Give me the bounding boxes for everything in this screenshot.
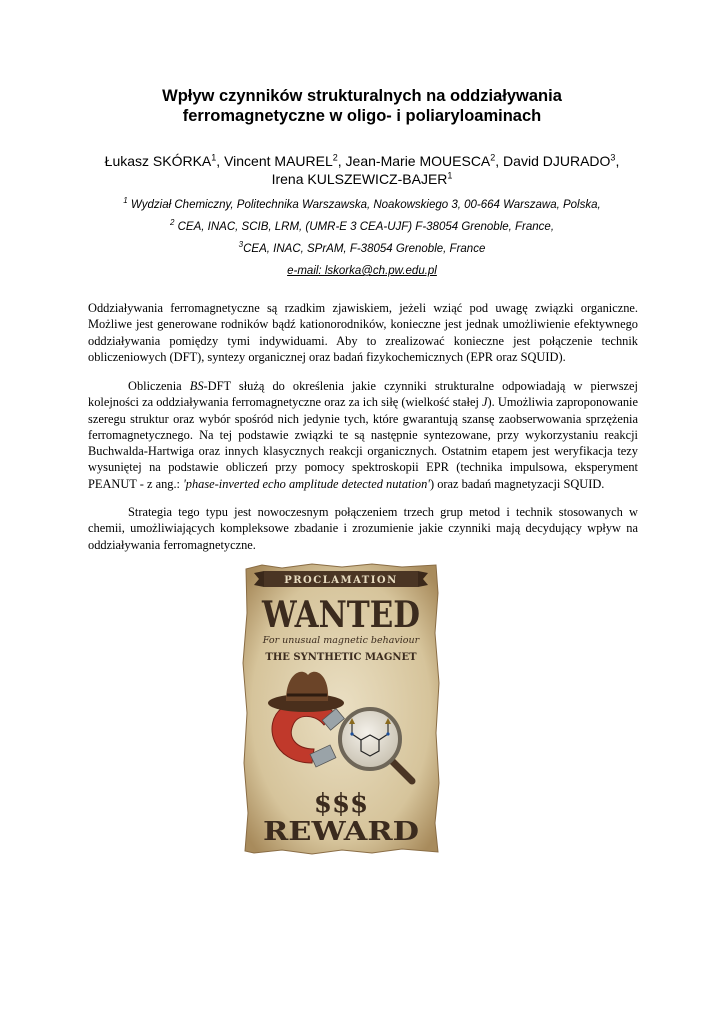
email-link[interactable]: e-mail: lskorka@ch.pw.edu.pl bbox=[287, 265, 437, 277]
paragraph-2 bbox=[88, 378, 638, 492]
money-symbols: $$$ bbox=[313, 789, 369, 819]
wanted-heading: WANTED bbox=[261, 594, 420, 636]
title-line-2: ferromagnetyczne w oligo- i poliaryloaminach bbox=[182, 107, 542, 125]
poster-subtitle: For unusual magnetic behaviour bbox=[262, 635, 420, 646]
affiliation-mark: 1 bbox=[123, 196, 128, 206]
poster-name: THE SYNTHETIC MAGNET bbox=[265, 652, 417, 663]
affiliation-mark: 2 bbox=[169, 218, 175, 228]
text-run: Obliczenia bbox=[128, 379, 190, 393]
author-list bbox=[0, 152, 724, 188]
author-name: Irena KULSZEWICZ-BAJER bbox=[271, 171, 448, 187]
author-name: , Jean-Marie MOUESCA bbox=[337, 153, 491, 169]
paragraph-2-text bbox=[88, 378, 638, 492]
affiliation-text: CEA, INAC, SCIB, LRM, (UMR-E 3 CEA-UJF) F-38054 Grenoble, France, bbox=[174, 221, 555, 233]
text-run: ) oraz badań magnetyzacji SQUID. bbox=[429, 476, 605, 491]
text-run: -DFT służą do określenia jakie czynniki strukturalne odpowiadają w pierwszej kolejności za oddziaływania ferromagnetyczne oraz za ich siłę (wielkość stałej bbox=[88, 379, 638, 410]
author-name: , Vincent MAUREL bbox=[216, 153, 333, 169]
affiliations bbox=[0, 194, 724, 282]
text-run: ). Umożliwia zaproponowanie szeregu struktur oraz wybór spośród nich jedynie tych, które gwarantują szansę zaobserwowania sprzężenia ferromagnetycznego. Na tej podstawie związki te są następnie syntezowane, przy wykorzystaniu reakcji Buchwalda-Hartwiga oraz innych klasycznych reakcji organicznych. Ostatnim etapem jest weryfikacja tezy wysuniętej na podstawie obliczeń przy pomocy spektroskopii EPR (technika impulsowa, eksperyment PEANUT - z ang.: bbox=[88, 395, 638, 491]
affiliation-mark: 3 bbox=[238, 240, 244, 250]
paragraph-3 bbox=[88, 504, 638, 553]
text-run-italic: J bbox=[482, 395, 488, 410]
author-name: , David DJURADO bbox=[495, 153, 611, 169]
email-line bbox=[0, 260, 724, 282]
paragraph-1 bbox=[88, 300, 638, 365]
affiliation-3 bbox=[0, 238, 724, 260]
affiliation-text: Wydział Chemiczny, Politechnika Warszawska, Noakowskiego 3, 00-664 Warszawa, Polska, bbox=[127, 199, 601, 211]
wanted-poster-svg bbox=[242, 563, 440, 855]
author-affiliation-mark: 2 bbox=[332, 152, 338, 163]
author-line-2 bbox=[0, 170, 724, 188]
paper-title bbox=[0, 86, 724, 126]
radical-dot bbox=[386, 732, 389, 735]
affiliation-2 bbox=[0, 216, 724, 238]
reward-heading: REWARD bbox=[263, 817, 419, 847]
author-line-1 bbox=[0, 152, 724, 170]
author-affiliation-mark: 1 bbox=[211, 152, 217, 163]
author-affiliation-mark: 1 bbox=[447, 170, 453, 181]
affiliation-1 bbox=[0, 194, 724, 216]
author-affiliation-mark: 2 bbox=[490, 152, 496, 163]
banner-text: PROCLAMATION bbox=[284, 575, 398, 586]
paragraph-3-text: Strategia tego typu jest nowoczesnym połączeniem trzech grup metod i technik stosowanych w chemii, umożliwiających kompleksowe zbadanie i zrozumienie jakie czynniki mają decydujący wpływ na oddziaływania ferromagnetyczne. bbox=[88, 505, 638, 552]
paragraph-1-text: Oddziaływania ferromagnetyczne są rzadkim zjawiskiem, jeżeli wziąć pod uwagę związki organiczne. Możliwe jest generowane rodników bądź kationorodników, konieczne jest jednak umożliwienie efektywnego oddziaływania pomiędzy tymi indywiduami. Aby to zrealizować konieczne jest połączenie technik obliczeniowych (DFT), syntezy organicznej oraz badań fizykochemicznych (EPR oraz SQUID). bbox=[88, 301, 638, 364]
affiliation-text: CEA, INAC, SPrAM, F-38054 Grenoble, France bbox=[243, 243, 486, 255]
text-run-italic: 'phase-inverted echo amplitude detected nutation' bbox=[183, 476, 430, 491]
text-run-italic: BS bbox=[189, 379, 204, 393]
author-separator: , bbox=[615, 153, 620, 169]
wanted-poster-figure bbox=[242, 563, 440, 855]
author-affiliation-mark: 3 bbox=[610, 152, 616, 163]
title-line-1: Wpływ czynników strukturalnych na oddziaływania bbox=[162, 87, 562, 105]
radical-dot bbox=[350, 732, 353, 735]
author-name: Łukasz SKÓRKA bbox=[104, 153, 212, 169]
